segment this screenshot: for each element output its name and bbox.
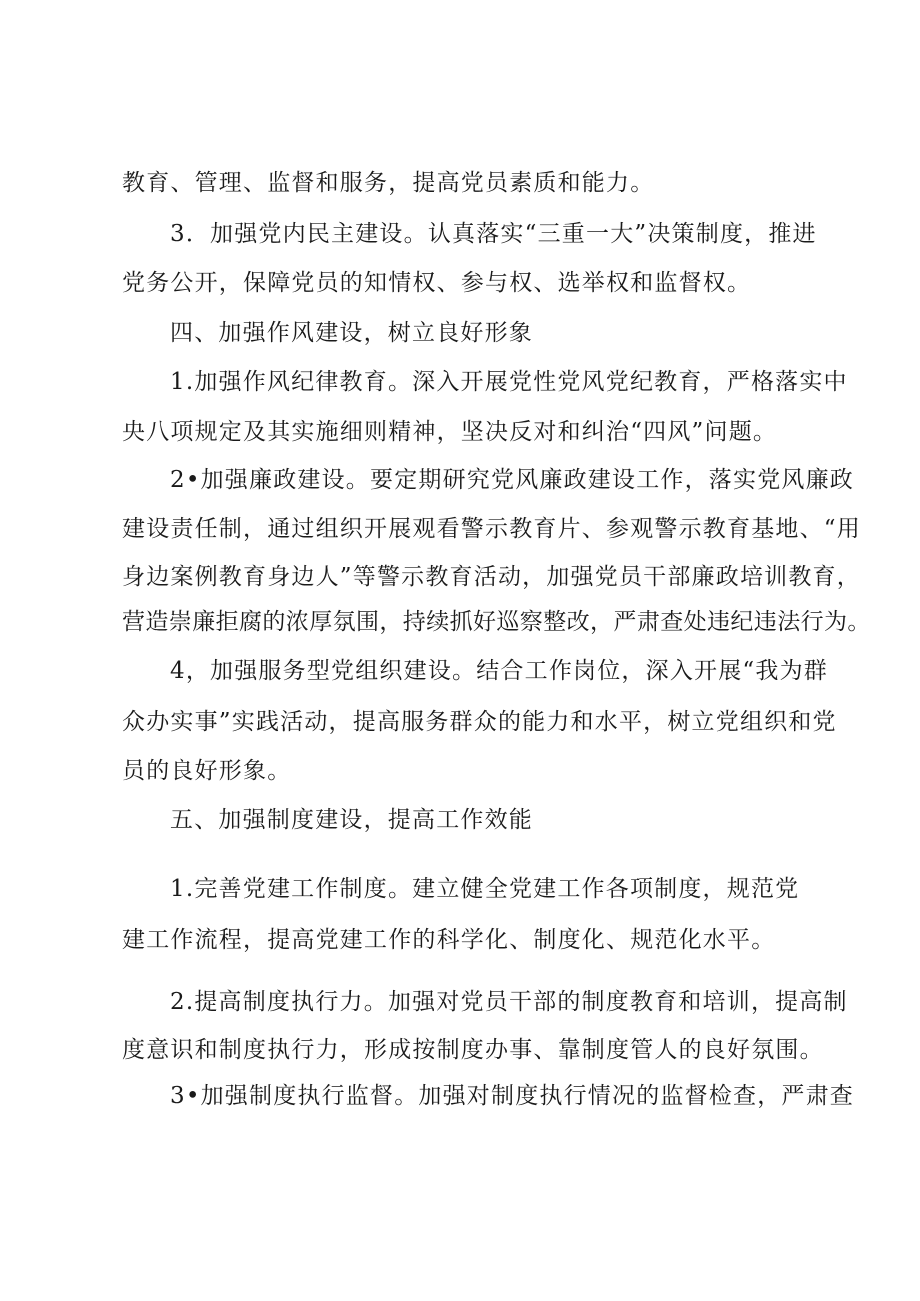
text-line: 度意识和制度执行力，形成按制度办事、靠制度管人的良好氛围。 — [122, 1037, 824, 1063]
section-heading: 四、加强作风建设，树立良好形象 — [170, 320, 533, 346]
text-line: 3•加强制度执行监督。加强对制度执行情况的监督检查，严肃查 — [170, 1083, 854, 1109]
text-line: 2•加强廉政建设。要定期研究党风廉政建设工作，落实党风廉政 — [170, 467, 854, 493]
text-line: 2.提高制度执行力。加强对党员干部的制度教育和培训，提高制 — [170, 989, 848, 1015]
text-line: 教育、管理、监督和服务，提高党员素质和能力。 — [122, 170, 655, 196]
text-line: 4，加强服务型党组织建设。结合工作岗位，深入开展“我为群 — [170, 658, 828, 684]
text-line: 央八项规定及其实施细则精神，坚决反对和纠治“四风”问题。 — [122, 419, 778, 445]
text-line: 员的良好形象。 — [122, 758, 292, 784]
text-line: 营造崇廉拒腐的浓厚氛围，持续抓好巡察整改，严肃查处违纪违法行为。 — [122, 609, 871, 635]
text-line: 身边案例教育身边人”等警示教育活动，加强党员干部廉政培训教育， — [122, 564, 861, 590]
text-line: 党务公开，保障党员的知情权、参与权、选举权和监督权。 — [122, 270, 752, 296]
text-line: 建设责任制，通过组织开展观看警示教育片、参观警示教育基地、“用 — [122, 516, 861, 542]
text-line: 3．加强党内民主建设。认真落实“三重一大”决策制度，推进 — [170, 221, 817, 247]
text-line: 1.加强作风纪律教育。深入开展党性党风党纪教育，严格落实中 — [170, 369, 848, 395]
section-heading: 五、加强制度建设，提高工作效能 — [170, 807, 533, 833]
text-line: 众办实事”实践活动，提高服务群众的能力和水平，树立党组织和党 — [122, 709, 837, 735]
text-line: 1.完善党建工作制度。建立健全党建工作各项制度，规范党 — [170, 876, 800, 902]
text-line: 建工作流程，提高党建工作的科学化、制度化、规范化水平。 — [122, 927, 776, 953]
